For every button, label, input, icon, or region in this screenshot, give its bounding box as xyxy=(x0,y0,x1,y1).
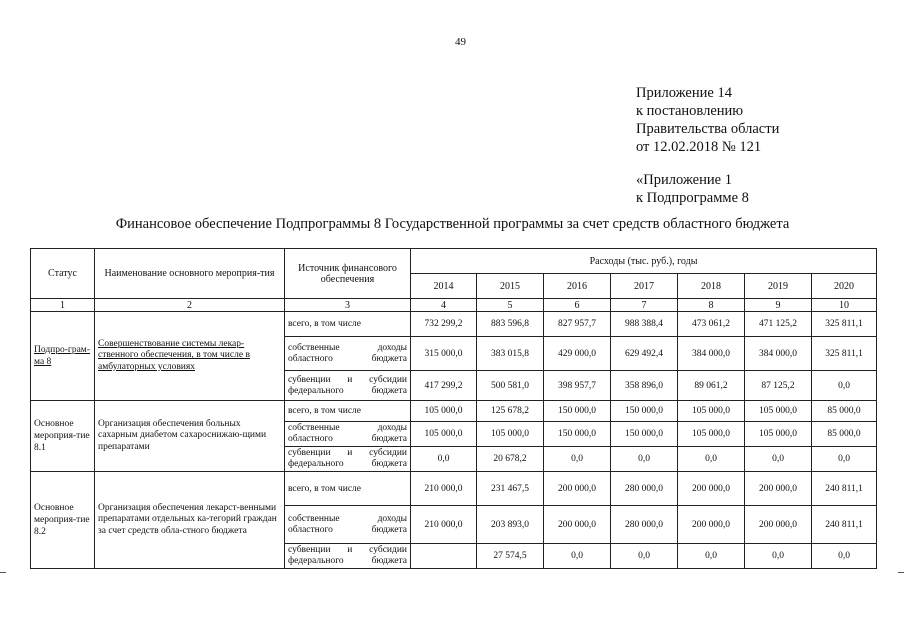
header-year: 2018 xyxy=(678,274,745,299)
column-number: 3 xyxy=(285,299,411,312)
page-number: 49 xyxy=(455,36,466,48)
funding-source-cell: всего, в том числе xyxy=(285,401,411,422)
amount-cell: 629 492,4 xyxy=(611,337,678,371)
amount-cell: 500 581,0 xyxy=(477,371,544,401)
amount-cell: 200 000,0 xyxy=(544,472,611,506)
amount-cell: 384 000,0 xyxy=(745,337,812,371)
column-number: 6 xyxy=(544,299,611,312)
amount-cell: 125 678,2 xyxy=(477,401,544,422)
amount-cell: 200 000,0 xyxy=(745,506,812,544)
amount-cell: 200 000,0 xyxy=(678,472,745,506)
activity-name-cell: Совершенствование системы лекар-ственного обеспечения, в том числе в амбулаторных условиях xyxy=(95,312,285,401)
header-year: 2016 xyxy=(544,274,611,299)
header-year: 2014 xyxy=(411,274,477,299)
amount-cell: 240 811,1 xyxy=(812,472,877,506)
amount-cell: 231 467,5 xyxy=(477,472,544,506)
header-expenses: Расходы (тыс. руб.), годы xyxy=(411,249,877,274)
amount-cell xyxy=(411,544,477,569)
amount-cell: 200 000,0 xyxy=(745,472,812,506)
amount-cell: 20 678,2 xyxy=(477,447,544,472)
amount-cell: 988 388,4 xyxy=(611,312,678,337)
amount-cell: 0,0 xyxy=(745,544,812,569)
column-number: 7 xyxy=(611,299,678,312)
amount-cell: 105 000,0 xyxy=(411,422,477,447)
amount-cell: 0,0 xyxy=(611,447,678,472)
amount-cell: 0,0 xyxy=(544,447,611,472)
amount-cell: 89 061,2 xyxy=(678,371,745,401)
amount-cell: 315 000,0 xyxy=(411,337,477,371)
appendix-line: Приложение 14 xyxy=(636,85,732,101)
table-row xyxy=(31,401,877,422)
column-number: 10 xyxy=(812,299,877,312)
column-number: 4 xyxy=(411,299,477,312)
column-number: 1 xyxy=(31,299,95,312)
amount-cell: 200 000,0 xyxy=(678,506,745,544)
appendix-block xyxy=(636,84,779,207)
amount-cell: 0,0 xyxy=(678,447,745,472)
amount-cell: 0,0 xyxy=(745,447,812,472)
table-row xyxy=(31,312,877,337)
amount-cell: 398 957,7 xyxy=(544,371,611,401)
scan-edge-mark xyxy=(898,572,904,573)
amount-cell: 105 000,0 xyxy=(477,422,544,447)
amount-cell: 0,0 xyxy=(812,544,877,569)
document-title: Финансовое обеспечение Подпрограммы 8 Государственной программы за счет средств областного бюджета xyxy=(115,216,790,232)
amount-cell: 383 015,8 xyxy=(477,337,544,371)
amount-cell: 429 000,0 xyxy=(544,337,611,371)
amount-cell: 85 000,0 xyxy=(812,401,877,422)
amount-cell: 105 000,0 xyxy=(745,401,812,422)
amount-cell: 471 125,2 xyxy=(745,312,812,337)
table-row xyxy=(31,472,877,506)
column-number: 5 xyxy=(477,299,544,312)
header-year: 2015 xyxy=(477,274,544,299)
funding-source-cell: собственные доходы областного бюджета xyxy=(285,422,411,447)
amount-cell: 325 811,1 xyxy=(812,312,877,337)
sub-appendix-line: к Подпрограмме 8 xyxy=(636,190,749,206)
amount-cell: 280 000,0 xyxy=(611,472,678,506)
amount-cell: 85 000,0 xyxy=(812,422,877,447)
header-year: 2020 xyxy=(812,274,877,299)
sub-appendix-line: «Приложение 1 xyxy=(636,172,732,188)
amount-cell: 0,0 xyxy=(812,447,877,472)
amount-cell: 732 299,2 xyxy=(411,312,477,337)
amount-cell: 105 000,0 xyxy=(678,422,745,447)
amount-cell: 105 000,0 xyxy=(678,401,745,422)
amount-cell: 358 896,0 xyxy=(611,371,678,401)
amount-cell: 210 000,0 xyxy=(411,472,477,506)
header-year: 2019 xyxy=(745,274,812,299)
amount-cell: 280 000,0 xyxy=(611,506,678,544)
status-cell: Основное мероприя-тие 8.2 xyxy=(31,472,95,569)
appendix-line: от 12.02.2018 № 121 xyxy=(636,139,762,155)
funding-source-cell: всего, в том числе xyxy=(285,472,411,506)
header-status: Статус xyxy=(31,249,95,299)
funding-source-cell: всего, в том числе xyxy=(285,312,411,337)
column-number: 9 xyxy=(745,299,812,312)
amount-cell: 210 000,0 xyxy=(411,506,477,544)
financing-table xyxy=(30,248,877,569)
amount-cell: 417 299,2 xyxy=(411,371,477,401)
amount-cell: 827 957,7 xyxy=(544,312,611,337)
funding-source-cell: субвенции и субсидии федерального бюджета xyxy=(285,447,411,472)
amount-cell: 27 574,5 xyxy=(477,544,544,569)
amount-cell: 384 000,0 xyxy=(678,337,745,371)
amount-cell: 150 000,0 xyxy=(544,401,611,422)
header-source: Источник финансового обеспечения xyxy=(285,249,411,299)
appendix-line: Правительства области xyxy=(636,121,780,137)
header-name: Наименование основного мероприя-тия xyxy=(95,249,285,299)
amount-cell: 0,0 xyxy=(678,544,745,569)
amount-cell: 87 125,2 xyxy=(745,371,812,401)
status-cell: Подпро-грам-ма 8 xyxy=(31,312,95,401)
amount-cell: 883 596,8 xyxy=(477,312,544,337)
amount-cell: 200 000,0 xyxy=(544,506,611,544)
amount-cell: 150 000,0 xyxy=(611,401,678,422)
amount-cell: 325 811,1 xyxy=(812,337,877,371)
header-year: 2017 xyxy=(611,274,678,299)
column-number: 8 xyxy=(678,299,745,312)
activity-name-cell: Организация обеспечения лекарст-венными препаратами отдельных ка-тегорий граждан за счет средств обла-стного бюджета xyxy=(95,472,285,569)
amount-cell: 105 000,0 xyxy=(411,401,477,422)
amount-cell: 0,0 xyxy=(812,371,877,401)
amount-cell: 240 811,1 xyxy=(812,506,877,544)
funding-source-cell: собственные доходы областного бюджета xyxy=(285,337,411,371)
amount-cell: 105 000,0 xyxy=(745,422,812,447)
amount-cell: 203 893,0 xyxy=(477,506,544,544)
appendix-line: к постановлению xyxy=(636,103,744,119)
amount-cell: 150 000,0 xyxy=(544,422,611,447)
column-number: 2 xyxy=(95,299,285,312)
funding-source-cell: собственные доходы областного бюджета xyxy=(285,506,411,544)
funding-source-cell: субвенции и субсидии федерального бюджета xyxy=(285,371,411,401)
amount-cell: 150 000,0 xyxy=(611,422,678,447)
amount-cell: 0,0 xyxy=(611,544,678,569)
activity-name-cell: Организация обеспечения больных сахарным диабетом сахароснижаю-щими препаратами xyxy=(95,401,285,472)
amount-cell: 0,0 xyxy=(544,544,611,569)
scan-edge-mark xyxy=(0,572,6,573)
status-cell: Основное мероприя-тие 8.1 xyxy=(31,401,95,472)
amount-cell: 473 061,2 xyxy=(678,312,745,337)
funding-source-cell: субвенции и субсидии федерального бюджета xyxy=(285,544,411,569)
amount-cell: 0,0 xyxy=(411,447,477,472)
